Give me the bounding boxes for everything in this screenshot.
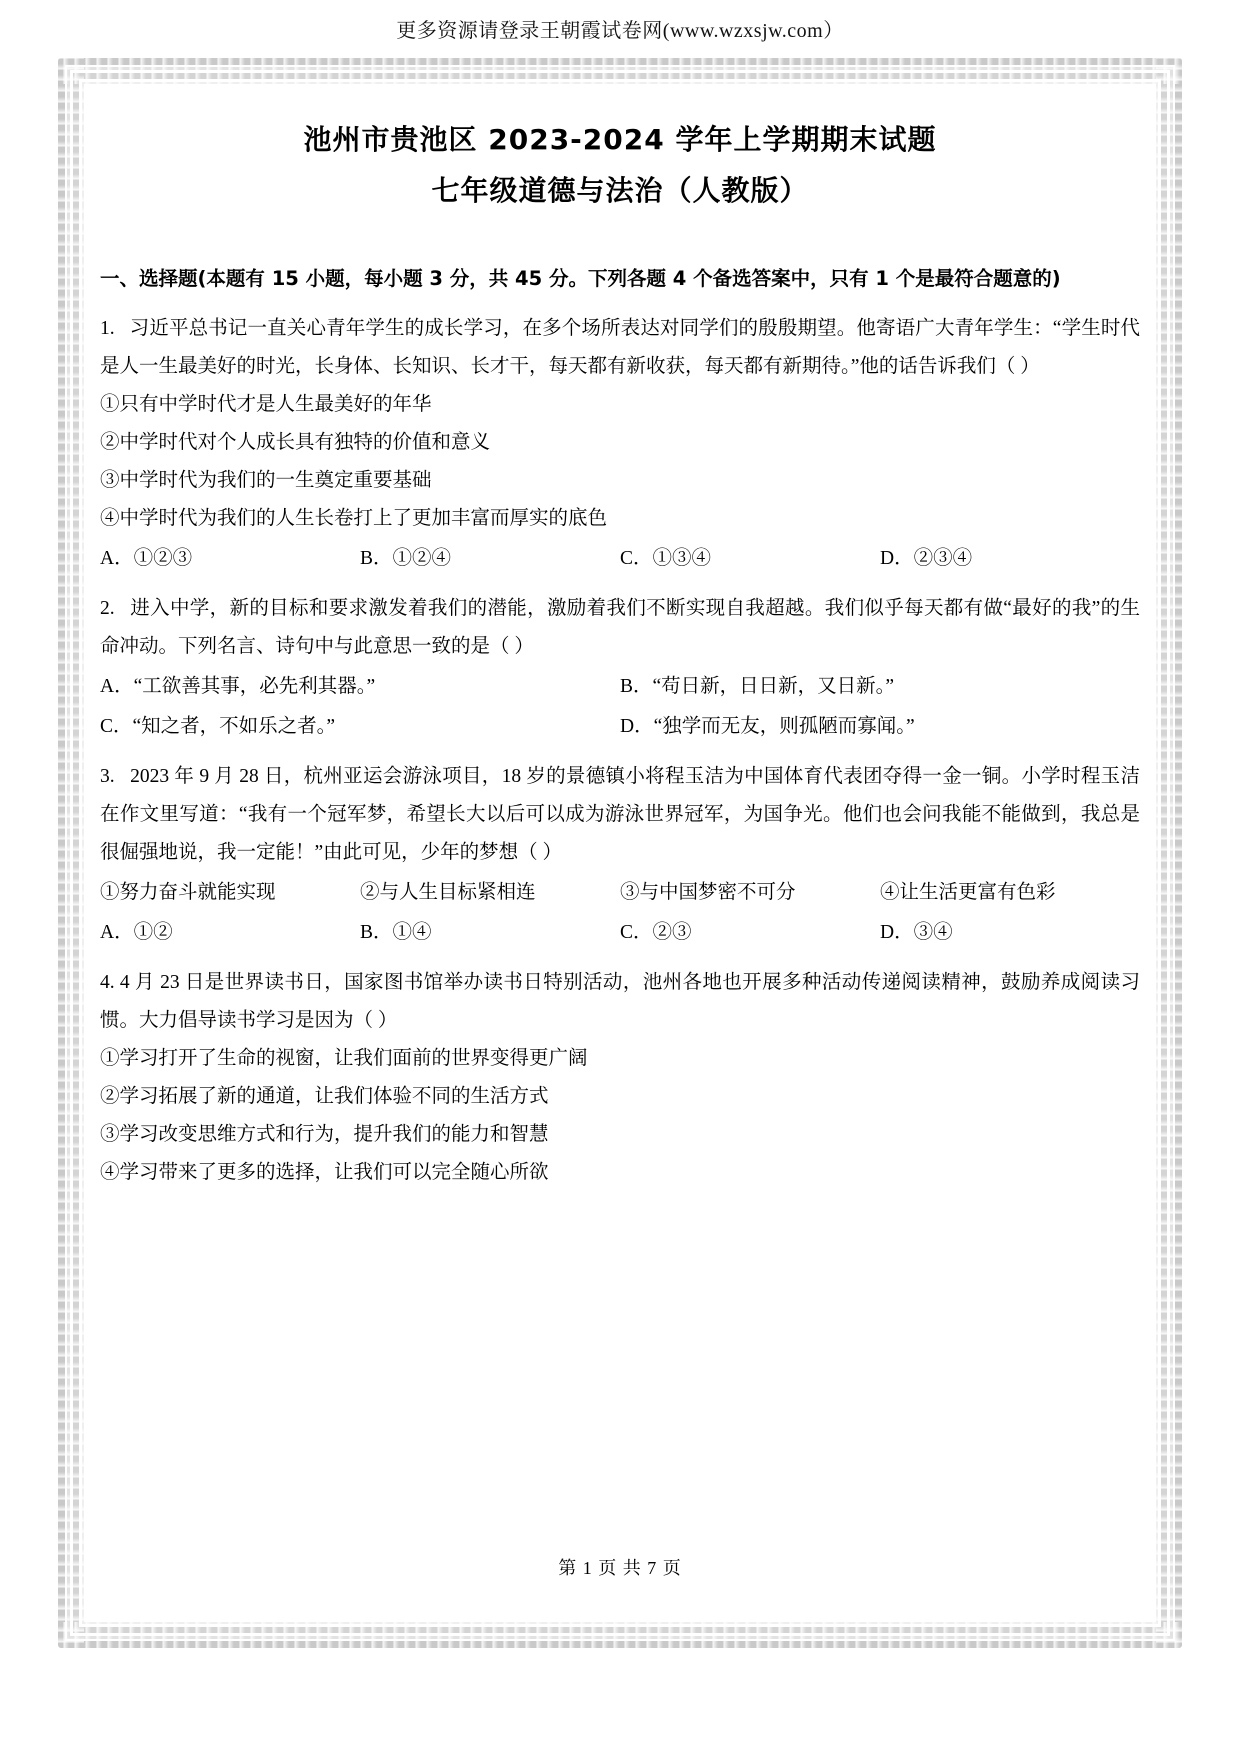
question-3-stem: 2023 年 9 月 28 日，杭州亚运会游泳项目，18 岁的景德镇小将程玉洁为中国体育代表团夺得一金一铜。小学时程玉洁在作文里写道：“我有一个冠军梦，希望长大以后可以成为游泳世界冠军，为国争光。他们也会问我能不能做到，我总是很倔强地说，我一定能！”由此可见，少年的梦想（ ） (100, 765, 1140, 863)
question-4-statement-3: ③学习改变思维方式和行为，提升我们的能力和智慧 (100, 1123, 549, 1145)
question-4-statement-4: ④学习带来了更多的选择，让我们可以完全随心所欲 (100, 1161, 549, 1183)
question-2-option-b[interactable]: B．“苟日新，日日新，又日新。” (620, 675, 895, 697)
watermark-text: 更多资源请登录王朝霞试卷网(www.wzxsjw.com） (396, 20, 844, 42)
question-1-option-c[interactable]: C．①③④ (620, 547, 712, 569)
document-body (100, 118, 1140, 1578)
question-2-options-row2 (100, 708, 1140, 746)
question-3-option-c[interactable]: C．②③ (620, 921, 692, 943)
page-title-line1: 池州市贵池区 2023-2024 学年上学期期末试题 (303, 123, 937, 156)
section-heading: 一、选择题(本题有 15 小题，每小题 3 分，共 45 分。下列各题 4 个备选答案中，只有 1 个是最符合题意的) (100, 266, 1061, 290)
question-3-statements (100, 874, 1140, 912)
question-1-option-d[interactable]: D．②③④ (880, 547, 973, 569)
question-1-option-a[interactable]: A．①②③ (100, 547, 193, 569)
question-4-number: 4. (100, 971, 115, 993)
question-2-stem: 进入中学，新的目标和要求激发着我们的潜能，激励着我们不断实现自我超越。我们似乎每天都有做“最好的我”的生命冲动。下列名言、诗句中与此意思一致的是（ ） (100, 597, 1141, 657)
question-3-statement-2: ②与人生目标紧相连 (360, 881, 536, 903)
question-1-statement-2: ②中学时代对个人成长具有独特的价值和意义 (100, 431, 491, 453)
question-1-option-b[interactable]: B．①②④ (360, 547, 452, 569)
question-2-option-a[interactable]: A．“工欲善其事，必先利其器。” (100, 675, 376, 697)
page-footer: 第 1 页 共 7 页 (558, 1558, 682, 1578)
question-3-statement-4: ④让生活更富有色彩 (880, 881, 1056, 903)
question-1 (100, 310, 1140, 386)
question-1-statement-3: ③中学时代为我们的一生奠定重要基础 (100, 469, 432, 491)
question-4 (100, 964, 1140, 1040)
question-3-options (100, 914, 1140, 952)
question-3-option-b[interactable]: B．①④ (360, 921, 432, 943)
question-3 (100, 758, 1140, 872)
question-3-number: 3. (100, 765, 115, 787)
question-1-stem: 习近平总书记一直关心青年学生的成长学习，在多个场所表达对同学们的殷殷期望。他寄语广大青年学生：“学生时代是人一生最美好的时光，长身体、长知识、长才干，每天都有新收获，每天都有新期待。”他的话告诉我们（ ） (100, 317, 1140, 377)
question-2-number: 2. (100, 597, 115, 619)
question-2-option-d[interactable]: D．“独学而无友，则孤陋而寡闻。” (620, 715, 915, 737)
question-1-statement-1: ①只有中学时代才是人生最美好的年华 (100, 393, 432, 415)
question-3-option-a[interactable]: A．①② (100, 921, 173, 943)
question-4-statement-2: ②学习拓展了新的通道，让我们体验不同的生活方式 (100, 1085, 549, 1107)
question-4-statement-1: ①学习打开了生命的视窗，让我们面前的世界变得更广阔 (100, 1047, 588, 1069)
question-1-number: 1. (100, 317, 115, 339)
page-title-line2: 七年级道德与法治（人教版） (431, 173, 809, 207)
question-1-statement-4: ④中学时代为我们的人生长卷打上了更加丰富而厚实的底色 (100, 507, 608, 529)
question-2-options-row1 (100, 668, 1140, 706)
question-2 (100, 590, 1140, 666)
question-4-stem: 4 月 23 日是世界读书日，国家图书馆举办读书日特别活动，池州各地也开展多种活动传递阅读精神，鼓励养成阅读习惯。大力倡导读书学习是因为（ ） (100, 971, 1140, 1031)
question-3-option-d[interactable]: D．③④ (880, 921, 953, 943)
question-2-option-c[interactable]: C．“知之者，不如乐之者。” (100, 715, 336, 737)
question-1-options (100, 540, 1140, 578)
question-3-statement-3: ③与中国梦密不可分 (620, 881, 796, 903)
question-3-statement-1: ①努力奋斗就能实现 (100, 881, 276, 903)
